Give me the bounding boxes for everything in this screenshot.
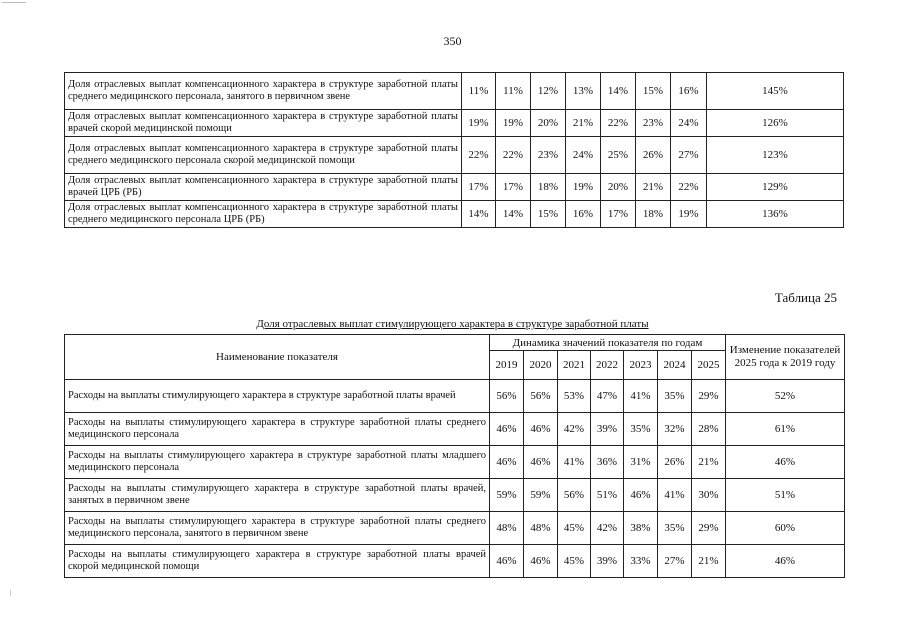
year-value: 21% (692, 446, 726, 479)
year-value: 56% (524, 380, 558, 413)
header-year: 2022 (591, 351, 624, 380)
change-value: 46% (726, 545, 845, 578)
year-value: 23% (636, 110, 671, 137)
header-year: 2025 (692, 351, 726, 380)
year-value: 39% (591, 545, 624, 578)
change-value: 51% (726, 479, 845, 512)
table-row (65, 380, 845, 413)
compensation-share-table (64, 72, 844, 228)
year-value: 11% (496, 73, 531, 110)
year-value: 45% (558, 545, 591, 578)
table-row (65, 479, 845, 512)
year-value: 46% (624, 479, 658, 512)
year-value: 48% (524, 512, 558, 545)
margin-mark (10, 590, 13, 596)
year-value: 22% (671, 174, 707, 201)
year-value: 29% (692, 380, 726, 413)
year-value: 33% (624, 545, 658, 578)
year-value: 18% (636, 201, 671, 228)
year-value: 38% (624, 512, 658, 545)
year-value: 51% (591, 479, 624, 512)
year-value: 22% (496, 137, 531, 174)
year-value: 46% (524, 545, 558, 578)
year-value: 28% (692, 413, 726, 446)
table-row (65, 512, 845, 545)
change-value: 52% (726, 380, 845, 413)
change-value: 126% (707, 110, 844, 137)
year-value: 46% (490, 545, 524, 578)
indicator-name: Расходы на выплаты стимулирующего характера в структуре заработной платы среднего медицинского персонала (65, 413, 490, 446)
year-value: 46% (490, 413, 524, 446)
year-value: 21% (566, 110, 601, 137)
change-value: 46% (726, 446, 845, 479)
year-value: 30% (692, 479, 726, 512)
change-value: 129% (707, 174, 844, 201)
year-value: 46% (524, 413, 558, 446)
table-row (65, 73, 844, 110)
year-value: 26% (636, 137, 671, 174)
change-value: 123% (707, 137, 844, 174)
year-value: 59% (490, 479, 524, 512)
year-value: 35% (624, 413, 658, 446)
year-value: 41% (658, 479, 692, 512)
scan-artifact (2, 2, 26, 3)
year-value: 36% (591, 446, 624, 479)
year-value: 39% (591, 413, 624, 446)
year-value: 12% (531, 73, 566, 110)
table-row (65, 545, 845, 578)
year-value: 19% (496, 110, 531, 137)
year-value: 20% (601, 174, 636, 201)
year-value: 13% (566, 73, 601, 110)
year-value: 11% (462, 73, 496, 110)
indicator-name: Доля отраслевых выплат компенсационного характера в структуре заработной платы среднего медицинского персонала ЦРБ (РБ) (65, 201, 462, 228)
year-value: 42% (591, 512, 624, 545)
change-value: 61% (726, 413, 845, 446)
page-number: 350 (443, 34, 462, 48)
change-value: 145% (707, 73, 844, 110)
year-value: 14% (601, 73, 636, 110)
year-value: 32% (658, 413, 692, 446)
year-value: 47% (591, 380, 624, 413)
header-indicator-name: Наименование показателя (65, 335, 490, 380)
year-value: 16% (566, 201, 601, 228)
year-value: 59% (524, 479, 558, 512)
header-year: 2020 (524, 351, 558, 380)
indicator-name: Расходы на выплаты стимулирующего характера в структуре заработной платы среднего медицинского персонала, занятого в первичном звене (65, 512, 490, 545)
year-value: 20% (531, 110, 566, 137)
year-value: 41% (624, 380, 658, 413)
year-value: 31% (624, 446, 658, 479)
table-title: Доля отраслевых выплат стимулирующего характера в структуре заработной платы (256, 318, 649, 330)
year-value: 15% (636, 73, 671, 110)
year-value: 45% (558, 512, 591, 545)
year-value: 24% (671, 110, 707, 137)
year-value: 17% (496, 174, 531, 201)
year-value: 35% (658, 512, 692, 545)
year-value: 35% (658, 380, 692, 413)
year-value: 26% (658, 446, 692, 479)
year-value: 16% (671, 73, 707, 110)
year-value: 23% (531, 137, 566, 174)
change-value: 60% (726, 512, 845, 545)
table-row (65, 446, 845, 479)
year-value: 56% (558, 479, 591, 512)
table-number: Таблица 25 (774, 290, 837, 305)
indicator-name: Расходы на выплаты стимулирующего характера в структуре заработной платы врачей, занятых в первичном звене (65, 479, 490, 512)
year-value: 19% (566, 174, 601, 201)
header-year: 2024 (658, 351, 692, 380)
year-value: 15% (531, 201, 566, 228)
year-value: 46% (490, 446, 524, 479)
year-value: 56% (490, 380, 524, 413)
year-value: 27% (658, 545, 692, 578)
header-year: 2019 (490, 351, 524, 380)
indicator-name: Расходы на выплаты стимулирующего характера в структуре заработной платы младшего медицинского персонала (65, 446, 490, 479)
indicator-name: Расходы на выплаты стимулирующего характера в структуре заработной платы врачей (65, 380, 490, 413)
year-value: 17% (601, 201, 636, 228)
table-row (65, 110, 844, 137)
change-value: 136% (707, 201, 844, 228)
year-value: 41% (558, 446, 591, 479)
year-value: 21% (692, 545, 726, 578)
year-value: 21% (636, 174, 671, 201)
year-value: 22% (462, 137, 496, 174)
header-year: 2023 (624, 351, 658, 380)
year-value: 42% (558, 413, 591, 446)
year-value: 46% (524, 446, 558, 479)
indicator-name: Доля отраслевых выплат компенсационного характера в структуре заработной платы среднего медицинского персонала скорой медицинской помощи (65, 137, 462, 174)
header-dynamics: Динамика значений показателя по годам (490, 335, 726, 351)
year-value: 29% (692, 512, 726, 545)
year-value: 24% (566, 137, 601, 174)
incentive-share-table (64, 334, 845, 578)
table-row (65, 174, 844, 201)
year-value: 27% (671, 137, 707, 174)
table-row (65, 413, 845, 446)
indicator-name: Доля отраслевых выплат компенсационного характера в структуре заработной платы врачей ЦРБ (РБ) (65, 174, 462, 201)
header-change: Изменение показателей 2025 года к 2019 году (726, 335, 845, 380)
year-value: 19% (462, 110, 496, 137)
year-value: 53% (558, 380, 591, 413)
year-value: 14% (462, 201, 496, 228)
year-value: 17% (462, 174, 496, 201)
year-value: 48% (490, 512, 524, 545)
year-value: 22% (601, 110, 636, 137)
indicator-name: Доля отраслевых выплат компенсационного характера в структуре заработной платы среднего медицинского персонала, занятого в первичном звене (65, 73, 462, 110)
header-year: 2021 (558, 351, 591, 380)
year-value: 18% (531, 174, 566, 201)
table-row (65, 137, 844, 174)
year-value: 14% (496, 201, 531, 228)
year-value: 25% (601, 137, 636, 174)
indicator-name: Расходы на выплаты стимулирующего характера в структуре заработной платы врачей скорой медицинской помощи (65, 545, 490, 578)
indicator-name: Доля отраслевых выплат компенсационного характера в структуре заработной платы врачей скорой медицинской помощи (65, 110, 462, 137)
year-value: 19% (671, 201, 707, 228)
table-row (65, 201, 844, 228)
